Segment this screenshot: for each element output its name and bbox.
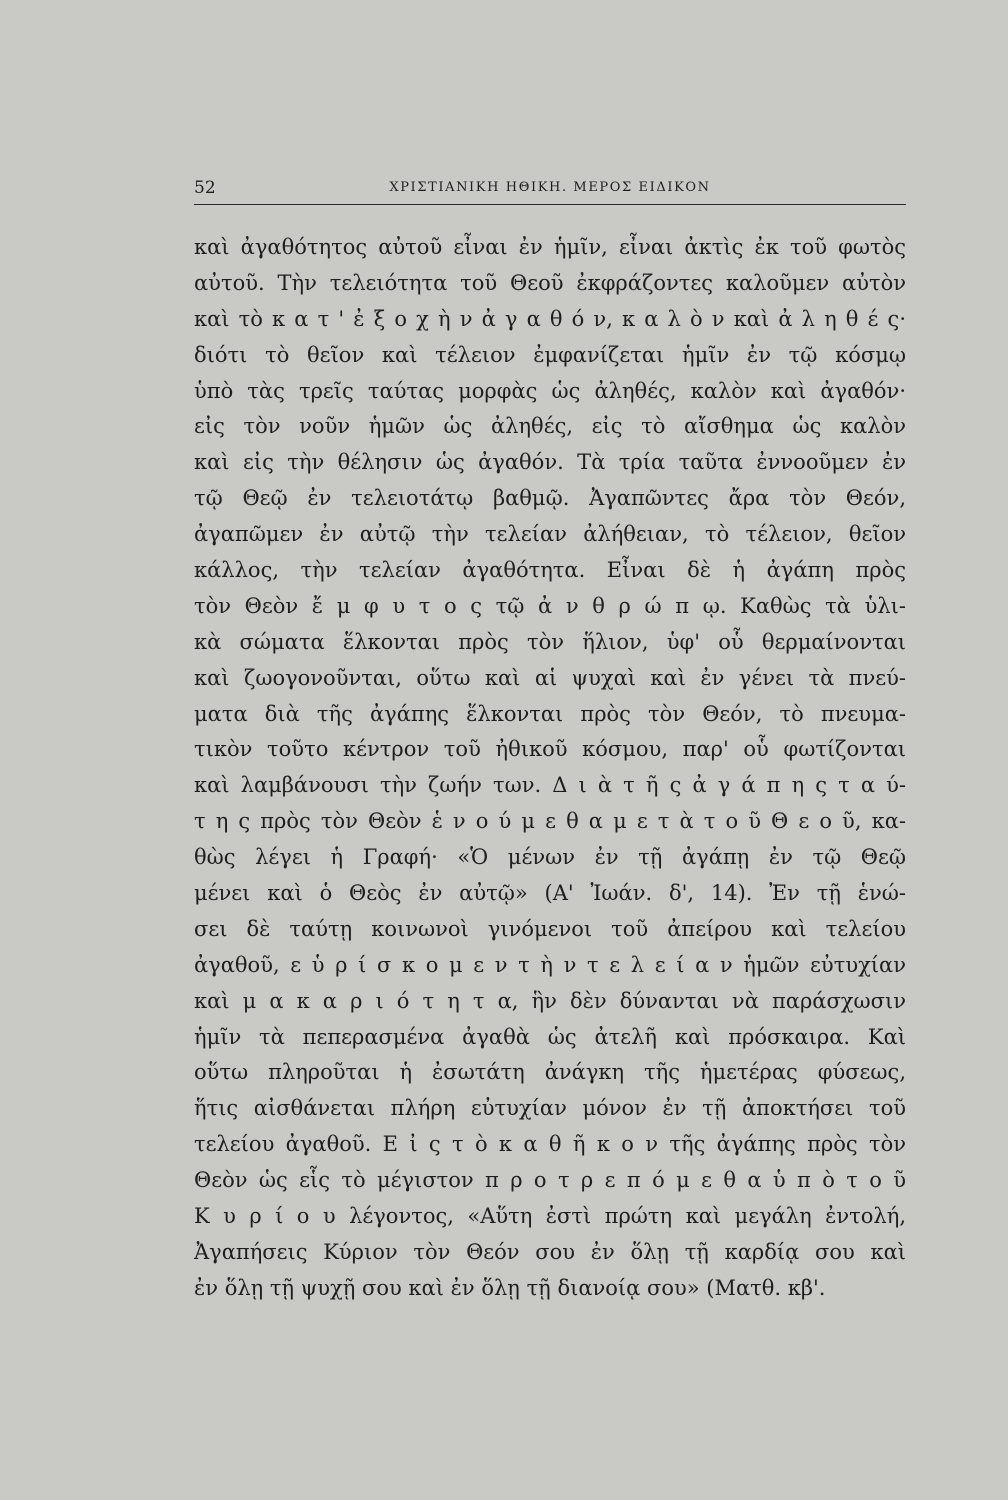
text-line: οὕτω πληροῦται ἡ ἐσωτάτη ἀνάγκη τῆς ἡμετέρας φύσεως, bbox=[194, 1060, 906, 1085]
page-number: 52 bbox=[194, 178, 216, 198]
text-line: τικὸν τοῦτο κέντρον τοῦ ἠθικοῦ κόσμου, παρ' οὗ φωτίζονται bbox=[194, 737, 906, 762]
text-line: Κ υ ρ ί ο υ λέγοντος, «Αὕτη ἐστὶ πρώτη καὶ μεγάλη ἐντολή, bbox=[194, 1204, 906, 1229]
text-line: καὶ ζωογονοῦνται, οὕτω καὶ αἱ ψυχαὶ καὶ ἐν γένει τὰ πνεύ- bbox=[194, 665, 906, 690]
header-rule bbox=[194, 204, 906, 205]
text-line: εἰς τὸν νοῦν ἡμῶν ὡς ἀληθές, εἰς τὸ αἴσθημα ὡς καλὸν bbox=[194, 414, 906, 439]
text-line: ἥτις αἰσθάνεται πλήρη εὐτυχίαν μόνον ἐν τῇ ἀποκτήσει τοῦ bbox=[194, 1096, 906, 1121]
text-line: ἡμῖν τὰ πεπερασμένα ἀγαθὰ ὡς ἀτελῆ καὶ πρόσκαιρα. Καὶ bbox=[194, 1024, 906, 1049]
text-line: κάλλος, τὴν τελείαν ἀγαθότητα. Εἶναι δὲ ἡ ἀγάπη πρὸς bbox=[194, 558, 906, 583]
text-line: καὶ μ α κ α ρ ι ό τ η τ α, ἣν δὲν δύνανται νὰ παράσχωσιν bbox=[194, 988, 906, 1013]
text-line: Θεὸν ὡς εἷς τὸ μέγιστον π ρ ο τ ρ ε π ό μ ε θ α ὑ π ὸ τ ο ῦ bbox=[194, 1168, 906, 1193]
text-line: ματα διὰ τῆς ἀγάπης ἕλκονται πρὸς τὸν Θεόν, τὸ πνευμα- bbox=[194, 701, 906, 726]
text-line: σει δὲ ταύτῃ κοινωνοὶ γινόμενοι τοῦ ἀπείρου καὶ τελείου bbox=[194, 916, 906, 941]
text-line: κὰ σώματα ἕλκονται πρὸς τὸν ἥλιον, ὑφ' οὗ θερμαίνονται bbox=[194, 629, 906, 654]
text-line: ἀγαπῶμεν ἐν αὐτῷ τὴν τελείαν ἀλήθειαν, τὸ τέλειον, θεῖον bbox=[194, 522, 906, 547]
text-line: διότι τὸ θεῖον καὶ τέλειον ἐμφανίζεται ἡμῖν ἐν τῷ κόσμῳ bbox=[194, 342, 906, 367]
text-line: τὸν Θεὸν ἔ μ φ υ τ ο ς τῷ ἀ ν θ ρ ώ π ῳ. Καθὼς τὰ ὑλι- bbox=[194, 593, 906, 618]
text-line: τελείου ἀγαθοῦ. Ε ἰ ς τ ὸ κ α θ ῆ κ ο ν τῆς ἀγάπης πρὸς τὸν bbox=[194, 1132, 906, 1157]
running-title: ΧΡΙΣΤΙΑΝΙΚΗ ΗΘΙΚΗ. ΜΕΡΟΣ ΕΙΔΙΚΟΝ bbox=[389, 180, 711, 195]
text-line: ἀγαθοῦ, ε ὑ ρ ί σ κ ο μ ε ν τ ὴ ν τ ε λ ε ί α ν ἡμῶν εὐτυχίαν bbox=[194, 952, 906, 977]
text-line: καὶ τὸ κ α τ ' ἐ ξ ο χ ὴ ν ἀ γ α θ ό ν, κ α λ ὸ ν καὶ ἀ λ η θ έ ς· bbox=[194, 306, 906, 331]
text-line: μένει καὶ ὁ Θεὸς ἐν αὐτῷ» (Α' Ἰωάν. δ', 14). Ἐν τῇ ἑνώ- bbox=[194, 881, 906, 906]
text-line: καὶ λαμβάνουσι τὴν ζωήν των. Δ ι ὰ τ ῆ ς ἀ γ ά π η ς τ α ύ- bbox=[194, 773, 906, 798]
text-line: Ἀγαπήσεις Κύριον τὸν Θεόν σου ἐν ὅλῃ τῇ καρδίᾳ σου καὶ bbox=[194, 1239, 906, 1264]
text-line: θὼς λέγει ἡ Γραφή· «Ὁ μένων ἐν τῇ ἀγάπῃ ἐν τῷ Θεῷ bbox=[194, 845, 906, 870]
text-line: καὶ εἰς τὴν θέλησιν ὡς ἀγαθόν. Τὰ τρία ταῦτα ἐννοοῦμεν ἐν bbox=[194, 450, 906, 475]
body-text bbox=[194, 230, 906, 1307]
text-line: τ η ς πρὸς τὸν Θεὸν ἑ ν ο ύ μ ε θ α μ ε τ ὰ τ ο ῦ Θ ε ο ῦ, κα- bbox=[194, 809, 906, 834]
page-header bbox=[194, 178, 906, 202]
text-line: τῷ Θεῷ ἐν τελειοτάτῳ βαθμῷ. Ἀγαπῶντες ἄρα τὸν Θεόν, bbox=[194, 486, 906, 511]
text-line: καὶ ἀγαθότητος αὐτοῦ εἶναι ἐν ἡμῖν, εἶναι ἀκτὶς ἐκ τοῦ φωτὸς bbox=[194, 235, 906, 259]
text-line: ὑπὸ τὰς τρεῖς ταύτας μορφὰς ὡς ἀληθές, καλὸν καὶ ἀγαθόν· bbox=[194, 378, 906, 403]
text-line: αὐτοῦ. Τὴν τελειότητα τοῦ Θεοῦ ἐκφράζοντες καλοῦμεν αὐτὸν bbox=[194, 270, 906, 295]
text-line: ἐν ὅλῃ τῇ ψυχῇ σου καὶ ἐν ὅλῃ τῇ διανοίᾳ σου» (Ματθ. κβ'. bbox=[194, 1275, 826, 1300]
